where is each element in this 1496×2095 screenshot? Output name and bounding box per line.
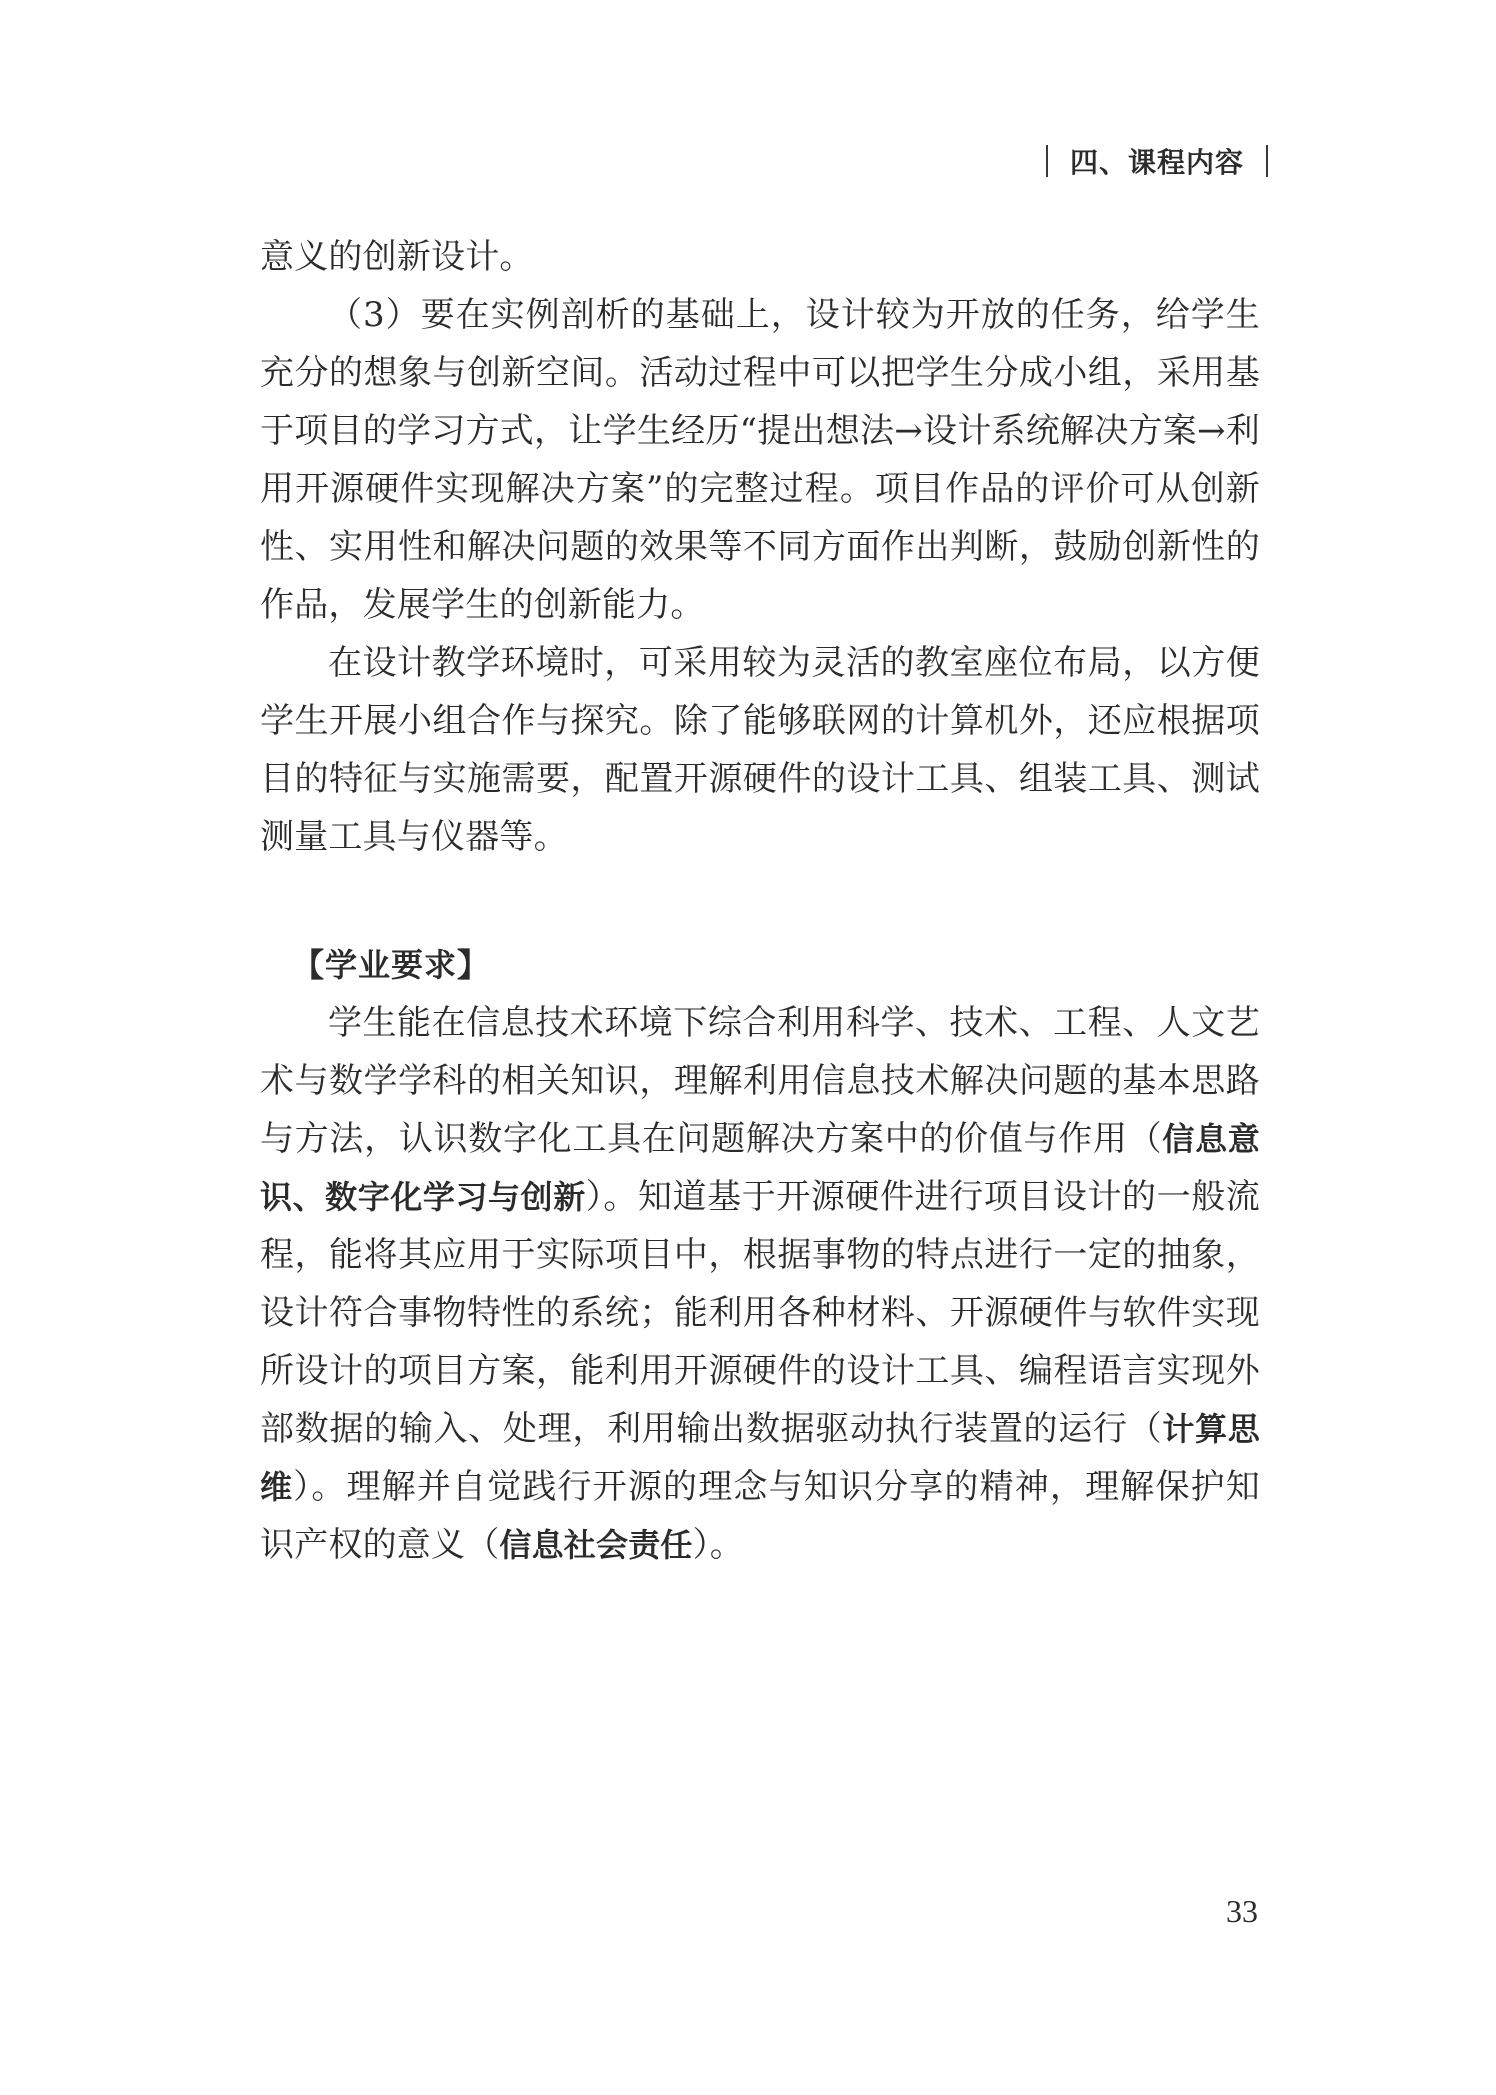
section-heading-academic-requirements: 【学业要求】 [292,946,491,984]
competency-label: 计算思维 [260,1410,1260,1506]
paragraph-text: ）。知道基于开源硬件进行项目设计的一般流程，能将其应用于实际项目中，根据事物的特点进行一定的抽象，设计符合事物特性的系统；能利用各种材料、开源硬件与软件实现所设计的项目方案，能利用开源硬件的设计工具、编程语言实现外部数据的输入、处理，利用输出数据驱动执行装置的运行（ [260,1177,1260,1449]
running-title: 四、课程内容 [1069,146,1244,179]
header-right-rule [1266,145,1268,177]
paragraph-item-3: （3）要在实例剖析的基础上，设计较为开放的任务，给学生充分的想象与创新空间。活动过程中可以把学生分成小组，采用基于项目的学习方式，让学生经历“提出想法→设计系统解决方案→利用开源硬件实现解决方案”的完整过程。项目作品的评价可从创新性、实用性和解决问题的效果等不同方面作出判断，鼓励创新性的作品，发展学生的创新能力。 [260,295,1260,625]
paragraph-text: ）。 [692,1525,745,1565]
competency-label: 信息社会责任 [499,1526,693,1564]
paragraph-academic-requirements [260,994,1260,1574]
header-left-rule [1046,145,1048,177]
page-body [260,228,1260,1574]
paragraph-text: 学生能在信息技术环境下综合利用科学、技术、工程、人文艺术与数学学科的相关知识，理解利用信息技术解决问题的基本思路与方法，认识数字化工具在问题解决方案中的价值与作用（ [260,1003,1260,1159]
paragraph-continued: 意义的创新设计。 [260,237,534,277]
paragraph-text: ）。理解并自觉践行开源的理念与知识分享的精神，理解保护知识产权的意义（ [260,1467,1260,1565]
paragraph-teaching-environment: 在设计教学环境时，可采用较为灵活的教室座位布局，以方便学生开展小组合作与探究。除了能够联网的计算机外，还应根据项目的特征与实施需要，配置开源硬件的设计工具、组装工具、测试测量工具与仪器等。 [260,643,1260,857]
competency-label: 信息意识、数字化学习与创新 [260,1120,1260,1216]
running-header [1046,142,1268,180]
page-number: 33 [1226,1893,1258,1929]
